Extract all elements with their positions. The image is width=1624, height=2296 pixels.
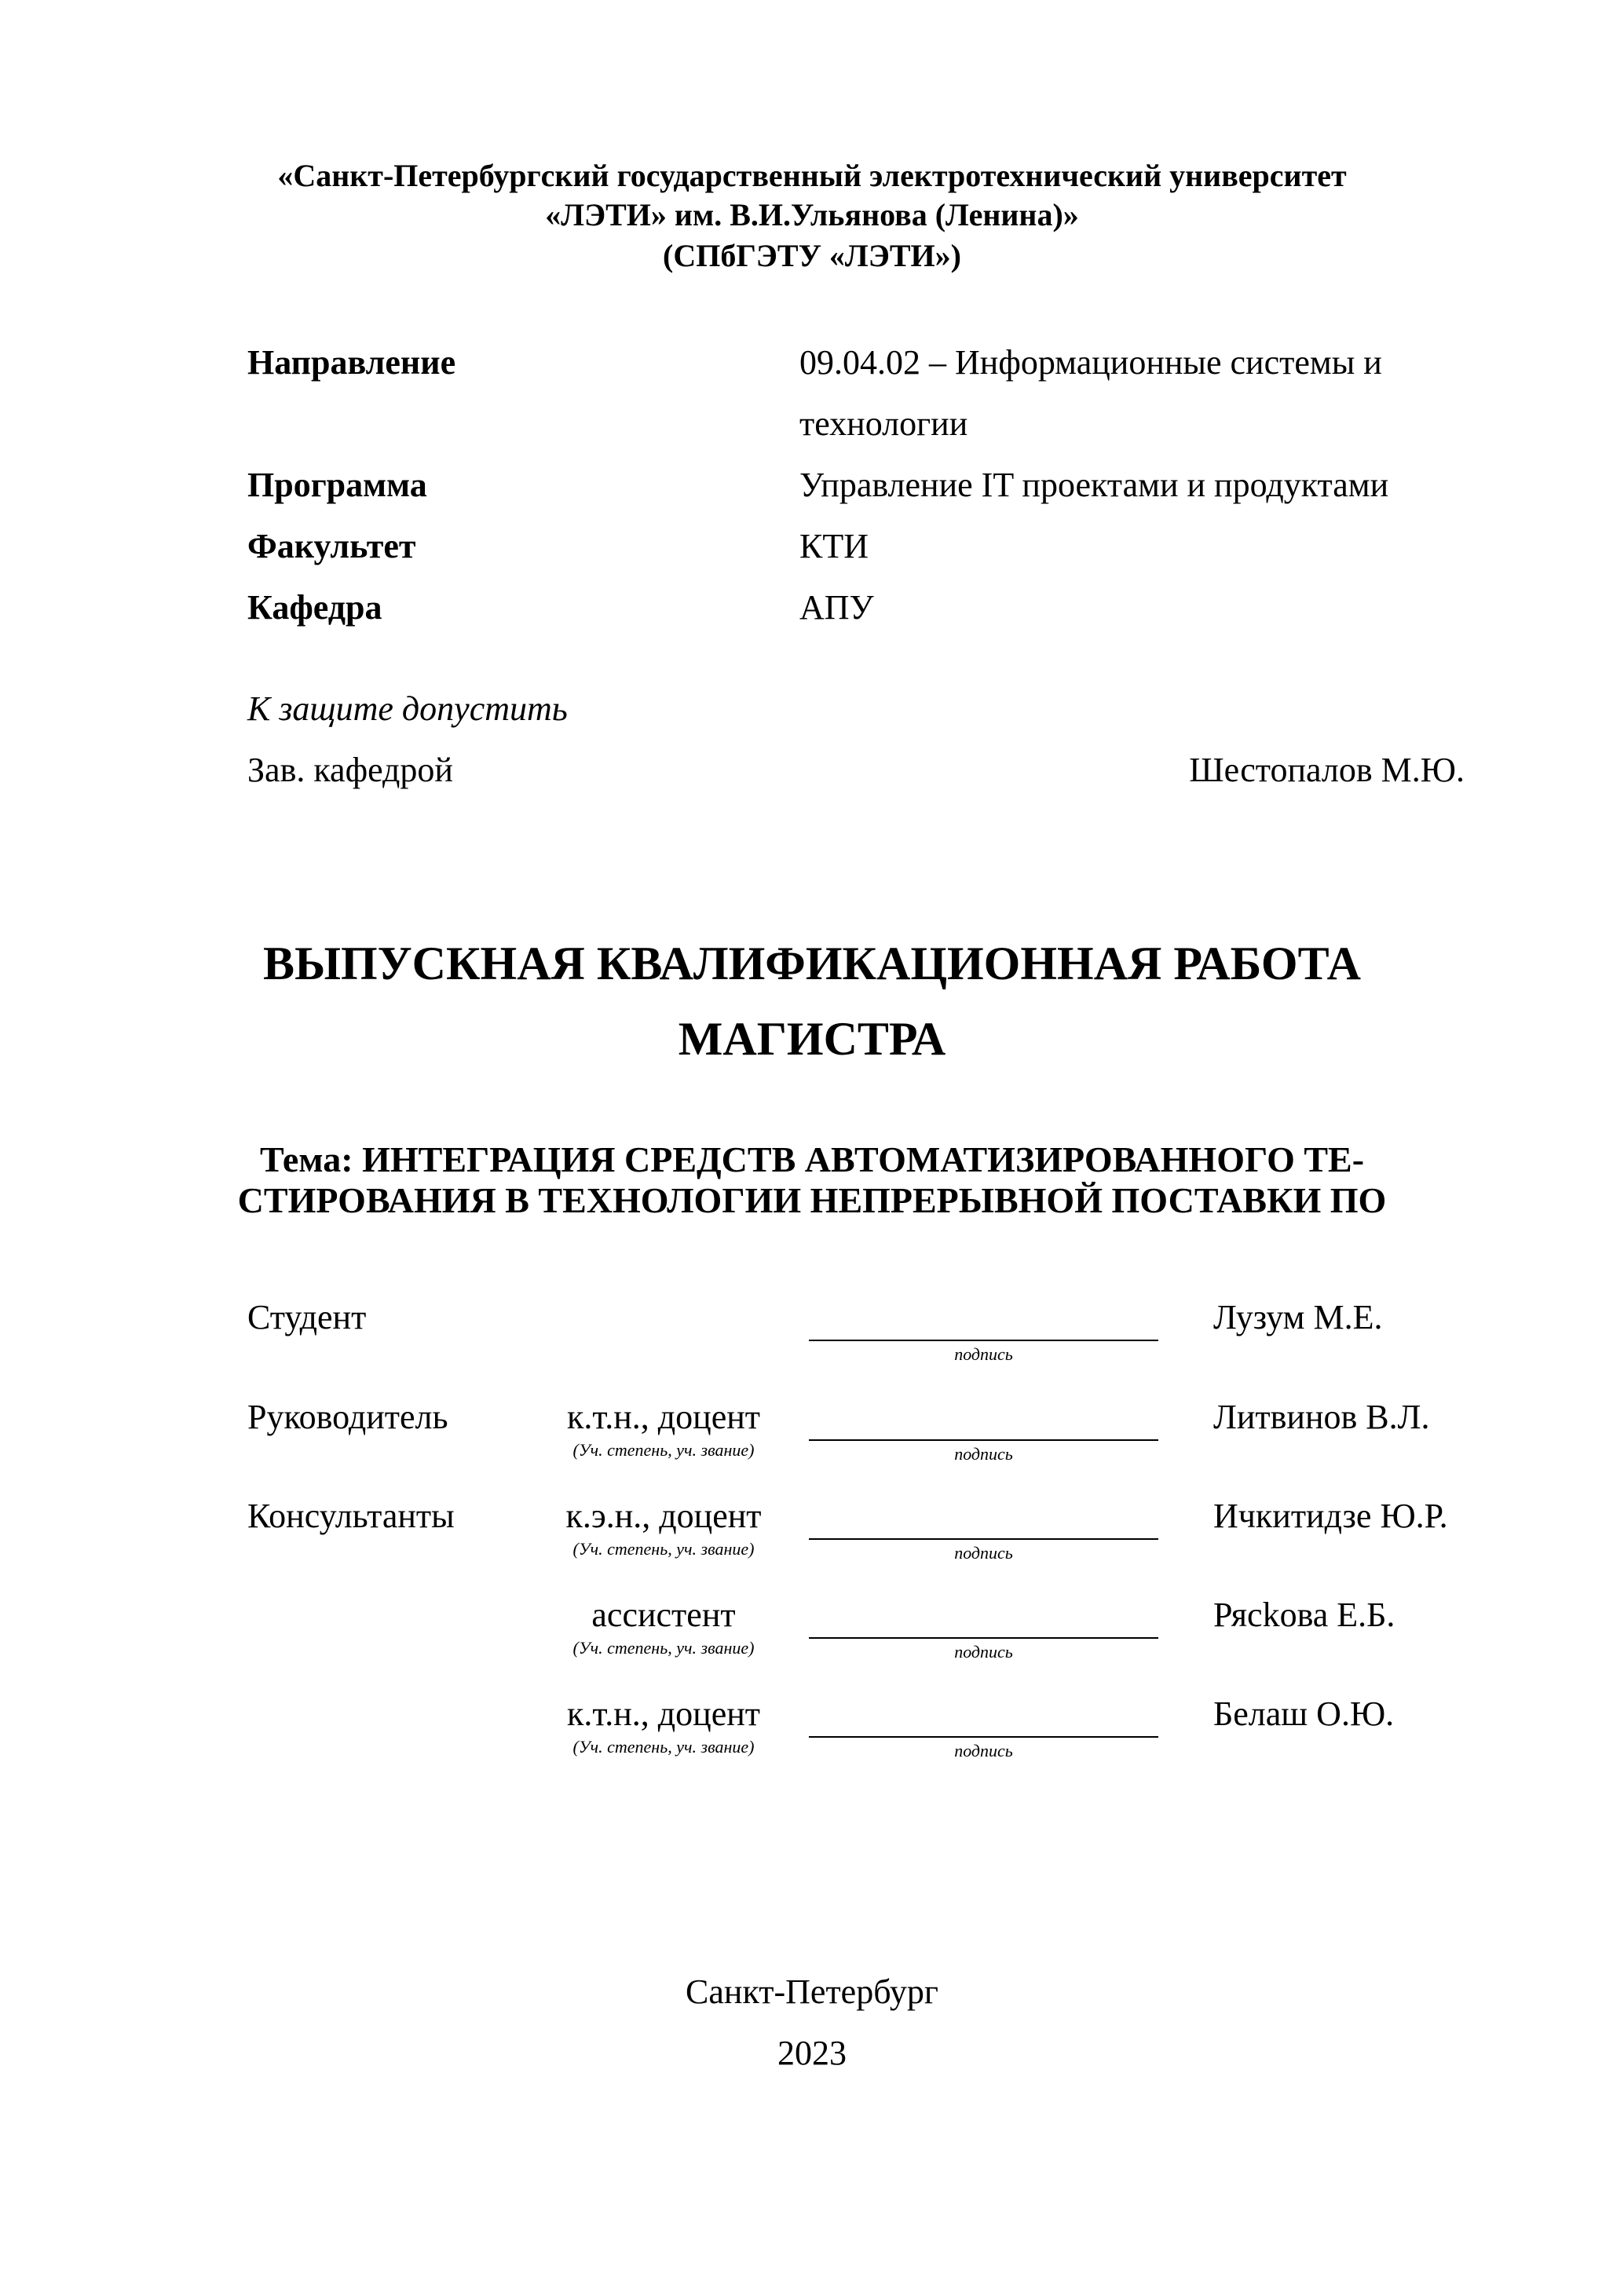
supervisor-name: Литвинов В.Л. bbox=[1213, 1398, 1430, 1436]
consultant-1-signature-caption: подпись bbox=[954, 1543, 1013, 1563]
consultant-1-degree: к.э.н., доцент bbox=[565, 1497, 762, 1535]
supervisor-degree-caption: (Уч. степень, уч. звание) bbox=[572, 1440, 755, 1460]
consultants-role: Консультанты bbox=[247, 1497, 455, 1535]
university-name-line2: «ЛЭТИ» им. В.И.Ульянова (Ленина)» bbox=[545, 197, 1079, 232]
consultant-2-degree: ассистент bbox=[591, 1596, 736, 1634]
university-name-line1: «Санкт-Петербургский государственный электротехнический университет bbox=[277, 158, 1347, 193]
direction-label: Направление bbox=[247, 343, 456, 382]
student-name: Лузум М.Е. bbox=[1213, 1298, 1383, 1336]
direction-value-continued: технологии bbox=[799, 404, 968, 443]
consultant-2-name: Рясkова Е.Б. bbox=[1213, 1596, 1395, 1634]
program-label: Программа bbox=[247, 466, 427, 504]
consultant-1-name: Ичкитидзе Ю.Р. bbox=[1213, 1497, 1448, 1535]
supervisor-role: Руководитель bbox=[247, 1398, 448, 1436]
supervisor-signature-line bbox=[809, 1439, 1158, 1441]
program-value: Управление IT проектами и продуктами bbox=[799, 466, 1389, 504]
topic-line2: СТИРОВАНИЯ В ТЕХНОЛОГИИ НЕПРЕРЫВНОЙ ПОСТАВКИ ПО bbox=[237, 1180, 1387, 1220]
consultant-1-degree-caption: (Уч. степень, уч. звание) bbox=[572, 1539, 755, 1559]
head-of-department-name: Шестопалов М.Ю. bbox=[1189, 751, 1465, 789]
department-label: Кафедра bbox=[247, 588, 382, 627]
consultant-3-signature-line bbox=[809, 1736, 1158, 1738]
consultant-3-degree: к.т.н., доцент bbox=[566, 1695, 761, 1733]
head-of-department-label: Зав. кафедрой bbox=[247, 751, 453, 789]
consultant-3-signature-caption: подпись bbox=[954, 1741, 1013, 1760]
year: 2023 bbox=[777, 2034, 847, 2072]
work-title-line1: ВЫПУСКНАЯ КВАЛИФИКАЦИОННАЯ РАБОТА bbox=[263, 938, 1361, 989]
consultant-1-signature-line bbox=[809, 1538, 1158, 1540]
supervisor-signature-caption: подпись bbox=[954, 1444, 1013, 1464]
consultant-3-degree-caption: (Уч. степень, уч. звание) bbox=[572, 1737, 755, 1757]
student-signature-caption: подпись bbox=[954, 1344, 1013, 1364]
department-value: АПУ bbox=[799, 588, 874, 627]
faculty-value: КТИ bbox=[799, 527, 869, 565]
topic-line1: Тема: ИНТЕГРАЦИЯ СРЕДСТВ АВТОМАТИЗИРОВАННОГО ТЕ- bbox=[259, 1139, 1365, 1179]
direction-value: 09.04.02 – Информационные системы и bbox=[799, 343, 1382, 382]
consultant-2-signature-caption: подпись bbox=[954, 1642, 1013, 1662]
consultant-3-name: Белаш О.Ю. bbox=[1213, 1695, 1395, 1733]
consultant-2-signature-line bbox=[809, 1637, 1158, 1639]
student-signature-line bbox=[809, 1340, 1158, 1341]
city: Санкт-Петербург bbox=[686, 1972, 938, 2011]
supervisor-degree: к.т.н., доцент bbox=[566, 1398, 761, 1436]
university-abbreviation: (СПбГЭТУ «ЛЭТИ») bbox=[663, 238, 961, 273]
approval-caption: К защите допустить bbox=[247, 689, 568, 728]
student-role: Студент bbox=[247, 1298, 367, 1336]
faculty-label: Факультет bbox=[247, 527, 416, 565]
consultant-2-degree-caption: (Уч. степень, уч. звание) bbox=[572, 1638, 755, 1658]
work-title-line2: МАГИСТРА bbox=[678, 1013, 946, 1065]
